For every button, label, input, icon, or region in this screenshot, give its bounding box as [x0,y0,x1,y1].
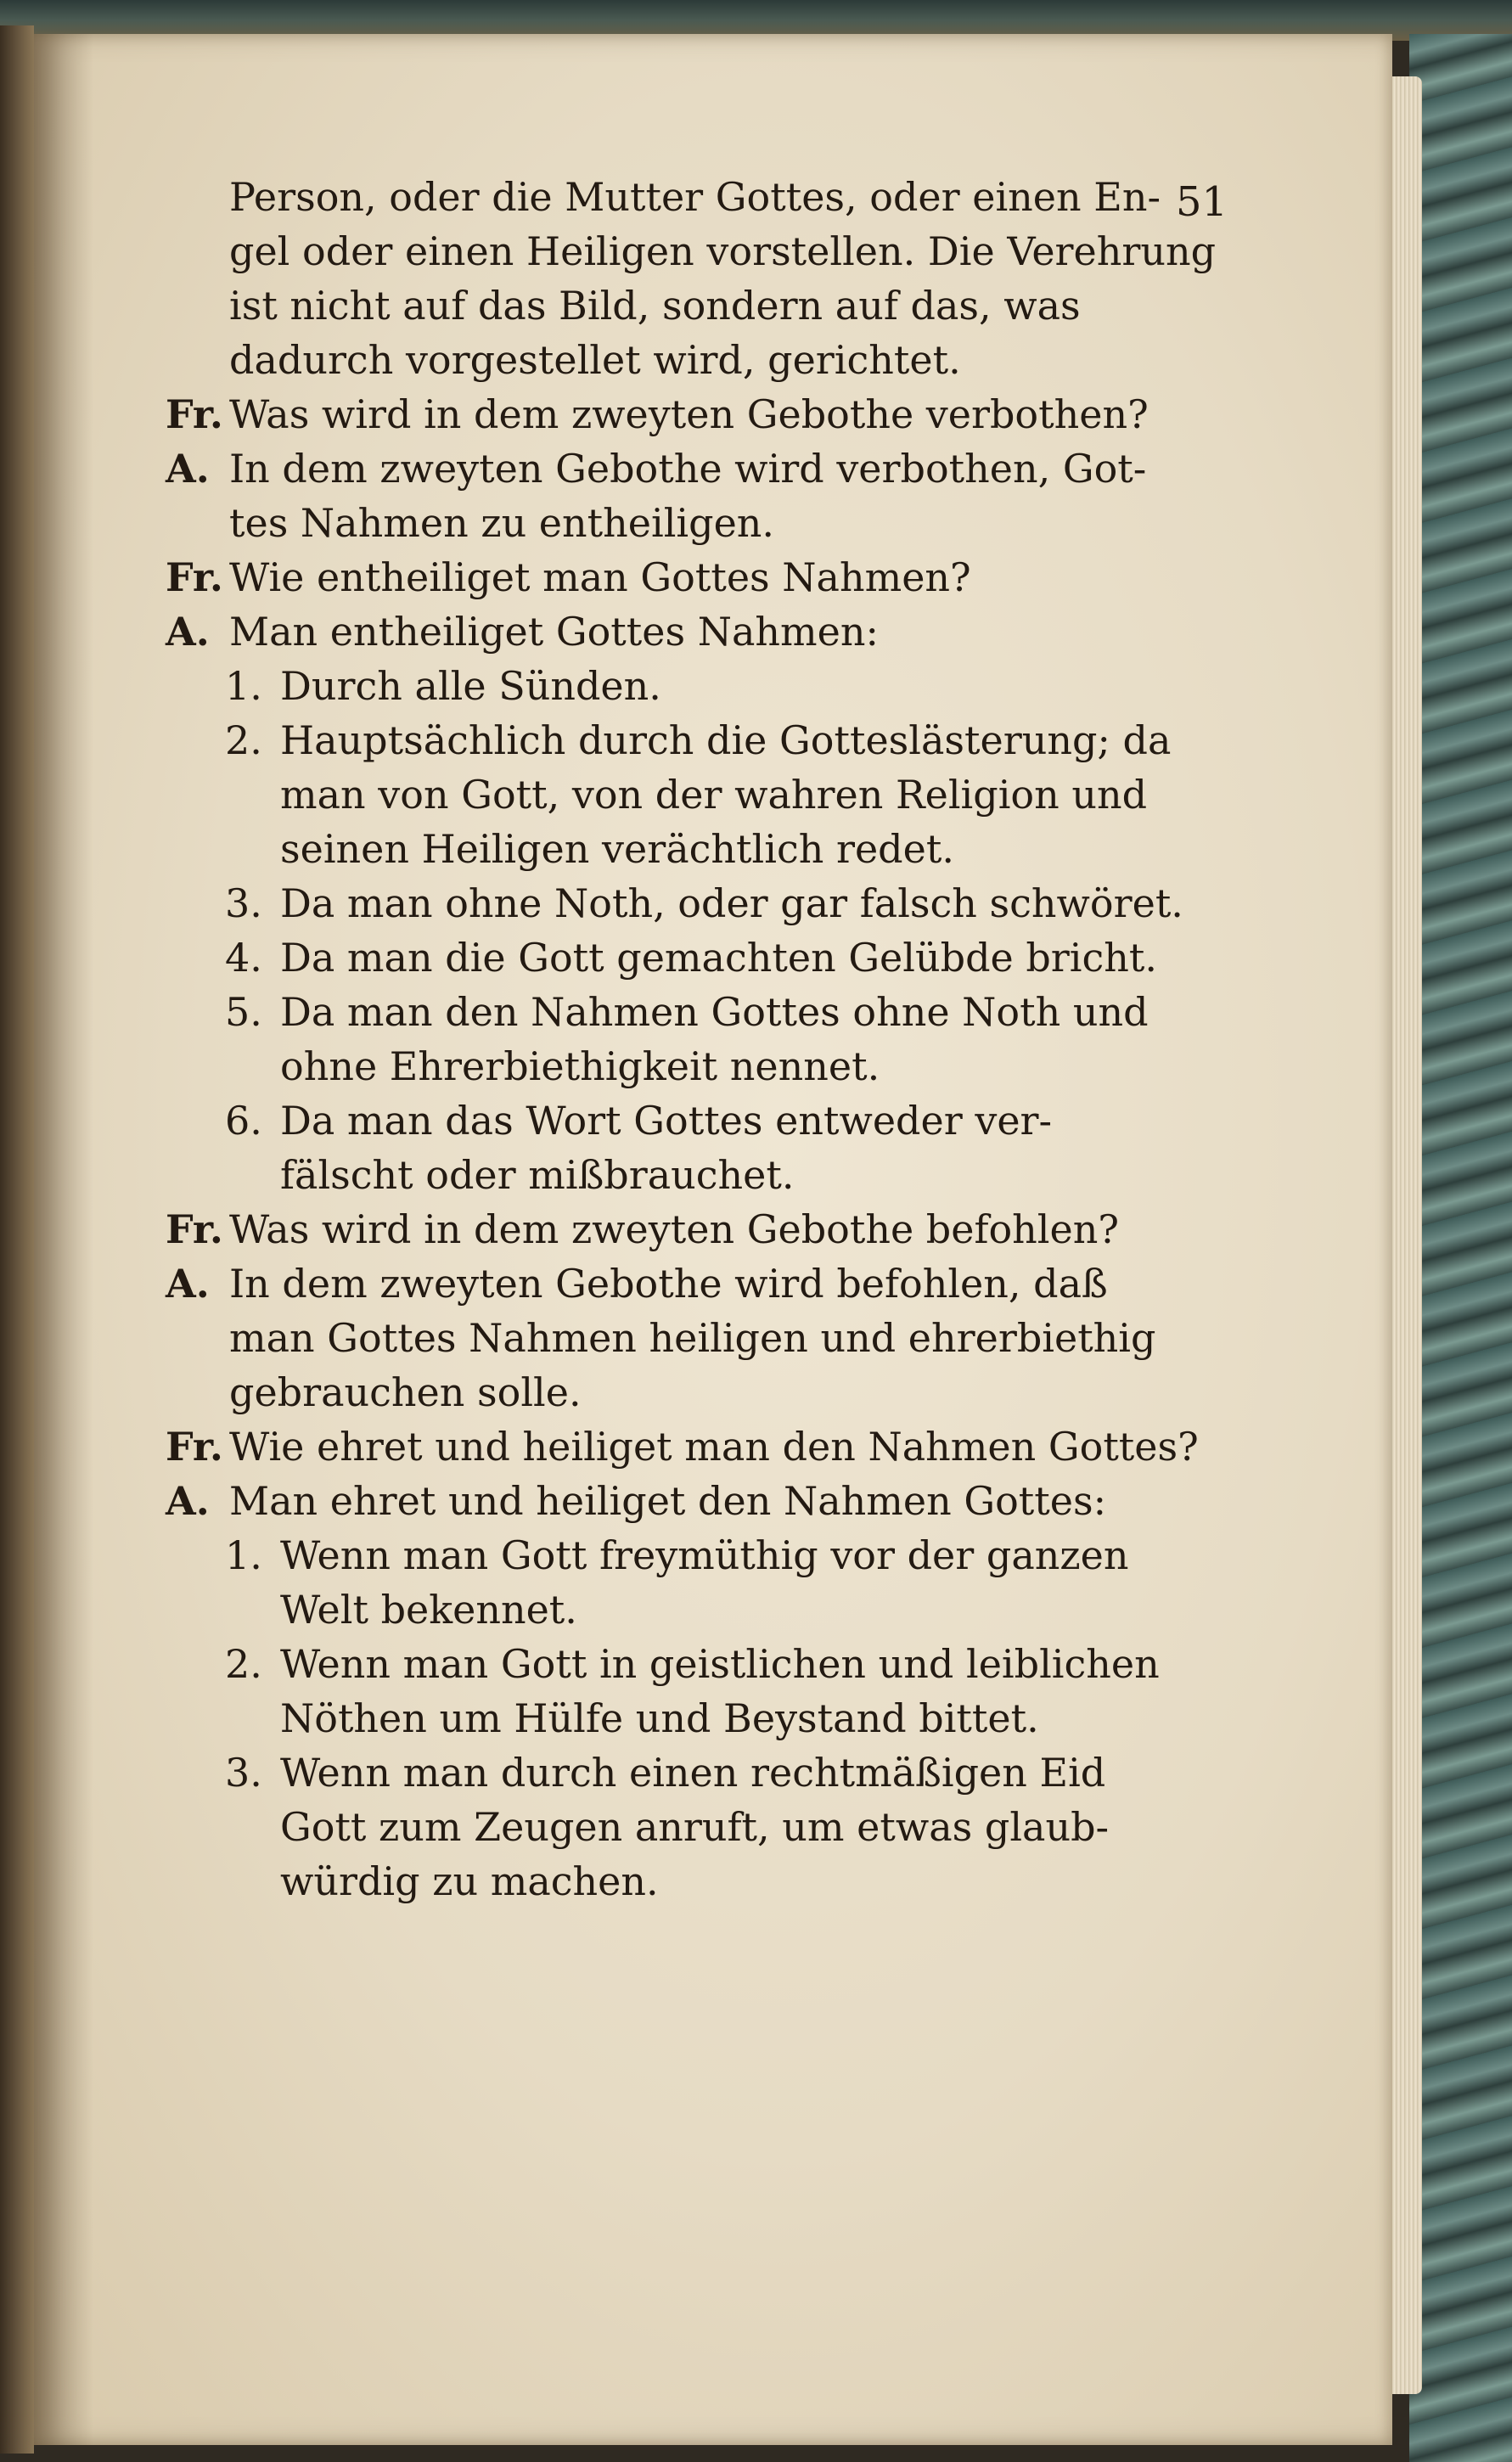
line-text: seinen Heiligen verächtlich redet. [280,826,954,872]
item-number: 3. [225,880,262,926]
list-item [166,659,1244,713]
line-text: Durch alle Sünden. [280,663,661,709]
list-item [166,713,1244,767]
item-number: 3. [225,1750,262,1796]
text-line [166,1582,1244,1637]
item-number: 4. [225,935,262,981]
list-item [166,1093,1244,1148]
line-text: In dem zweyten Gebothe wird verbothen, Got- [229,446,1147,492]
list-item [166,1637,1244,1691]
list-item [166,1745,1244,1800]
line-text: Gott zum Zeugen anruft, um etwas glaub- [280,1804,1110,1850]
line-text: Was wird in dem zweyten Gebothe befohlen? [229,1206,1120,1252]
text-line [166,496,1244,550]
line-text: tes Nahmen zu entheiligen. [229,500,775,546]
speaker-label: Fr. [166,1424,223,1470]
answer-line [166,441,1244,496]
line-text: Person, oder die Mutter Gottes, oder einen En- [229,174,1161,220]
speaker-label: A. [166,1261,210,1307]
text-line [166,1365,1244,1419]
line-text: gebrauchen solle. [229,1369,582,1415]
list-item [166,876,1244,930]
text-line [166,1854,1244,1908]
marbled-cover-right [1409,34,1512,2462]
list-item [166,1528,1244,1582]
line-text: Man ehret und heiliget den Nahmen Gottes: [229,1478,1107,1524]
text-line [166,767,1244,822]
line-text: Nöthen um Hülfe und Beystand bittet. [280,1695,1039,1741]
line-text: fälscht oder mißbrauchet. [280,1152,795,1198]
line-text: ist nicht auf das Bild, sondern auf das, was [229,283,1081,329]
line-text: Was wird in dem zweyten Gebothe verbothen? [229,391,1149,437]
text-line [166,1800,1244,1854]
line-text: man von Gott, von der wahren Religion und [280,772,1148,818]
line-text: dadurch vorgestellet wird, gerichtet. [229,337,961,383]
line-text: Da man den Nahmen Gottes ohne Noth und [280,989,1149,1035]
list-item [166,930,1244,985]
answer-line [166,604,1244,659]
line-text: In dem zweyten Gebothe wird befohlen, daß [229,1261,1108,1307]
question-line [166,1419,1244,1474]
text-line [166,333,1244,387]
line-text: man Gottes Nahmen heiligen und ehrerbiethig [229,1315,1156,1361]
item-number: 5. [225,989,262,1035]
line-text: Wenn man Gott in geistlichen und leiblichen [280,1641,1160,1687]
item-number: 6. [225,1098,262,1144]
line-text: würdig zu machen. [280,1858,659,1904]
text-line [166,170,1244,224]
text-line [166,1691,1244,1745]
answer-line [166,1256,1244,1311]
text-line [166,1148,1244,1202]
line-text: Wie ehret und heiliget man den Nahmen Gottes? [229,1424,1199,1470]
speaker-label: Fr. [166,391,223,437]
text-line [166,278,1244,333]
page-text [166,170,1244,1908]
line-text: Wenn man durch einen rechtmäßigen Eid [280,1750,1106,1796]
question-line [166,1202,1244,1256]
item-number: 2. [225,717,262,763]
speaker-label: A. [166,1478,210,1524]
text-line [166,1039,1244,1093]
text-line [166,224,1244,278]
line-text: Da man das Wort Gottes entweder ver- [280,1098,1053,1144]
item-number: 2. [225,1641,262,1687]
line-text: Man entheiliget Gottes Nahmen: [229,609,879,655]
line-text: gel oder einen Heiligen vorstellen. Die Verehrung [229,228,1217,274]
line-text: Da man die Gott gemachten Gelübde bricht. [280,935,1158,981]
speaker-label: Fr. [166,554,223,600]
line-text: Wie entheiliget man Gottes Nahmen? [229,554,971,600]
book-cover-left [0,25,34,2454]
line-text: Da man ohne Noth, oder gar falsch schwöret. [280,880,1183,926]
answer-line [166,1474,1244,1528]
speaker-label: Fr. [166,1206,223,1252]
text-line [166,1311,1244,1365]
item-number: 1. [225,663,262,709]
page-number: 51 [1176,178,1228,226]
text-line [166,822,1244,876]
speaker-label: A. [166,609,210,655]
speaker-label: A. [166,446,210,492]
page-gutter-shadow [34,34,93,2445]
question-line [166,387,1244,441]
line-text: ohne Ehrerbiethigkeit nennet. [280,1043,880,1089]
line-text: Hauptsächlich durch die Gotteslästerung; da [280,717,1172,763]
list-item [166,985,1244,1039]
line-text: Welt bekennet. [280,1587,577,1633]
line-text: Wenn man Gott freymüthig vor der ganzen [280,1532,1129,1578]
question-line [166,550,1244,604]
item-number: 1. [225,1532,262,1578]
